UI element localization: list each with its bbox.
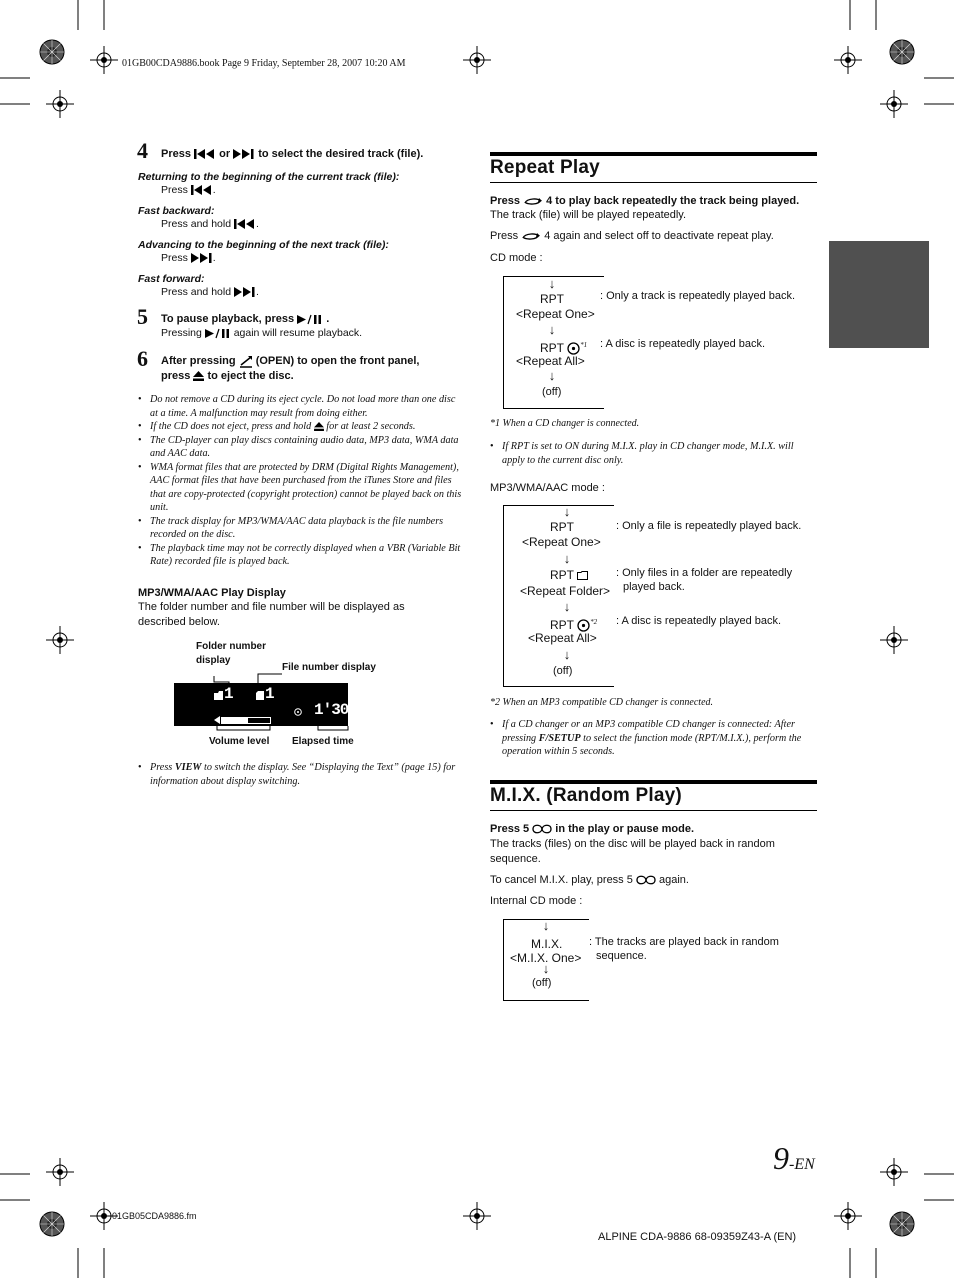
- folder-icon: [214, 691, 224, 700]
- list-item: • If the CD does not eject, press and hold for at least 2 seconds.: [138, 420, 463, 434]
- previous-track-icon: [194, 149, 216, 159]
- play-pause-icon: [297, 314, 323, 325]
- previous-track-icon: [234, 219, 256, 229]
- list-item: • If RPT is set to ON during M.I.X. play in CD changer mode, M.I.X. will apply to the current disc only.: [490, 440, 815, 467]
- mix-one-label: <M.I.X. One>: [510, 951, 582, 965]
- arrow-down-icon: ↓: [542, 918, 550, 933]
- fast-forward-text: Press and hold .: [161, 286, 259, 298]
- volume-bar: [221, 717, 271, 724]
- folder-number-label: Folder number display: [196, 641, 267, 666]
- repeat-play-heading: Repeat Play: [490, 157, 600, 178]
- cd-rpt-2: RPT $^{*1}$: [540, 341, 588, 355]
- lcd-file-number: 1: [265, 685, 275, 703]
- mix-heading: M.I.X. (Random Play): [490, 785, 682, 806]
- next-track-icon: [234, 287, 256, 297]
- mp3-display-text: The folder number and file number will be displayed as described below.: [138, 601, 405, 628]
- mix-desc-a: : The tracks are played back in random: [589, 936, 779, 948]
- volume-fill: [222, 718, 248, 723]
- return-title: Returning to the beginning of the current track (file):: [138, 171, 400, 183]
- list-item: • WMA format files that are protected by DRM (Digital Rights Management), AAC format files that have been purchased from the iTunes Store and files that are copy-protected (copyright protection) cannot be played back on this unit.: [138, 461, 463, 515]
- mix-text: The tracks (files) on the disc will be played back in random sequence.: [490, 838, 775, 865]
- cd-rpt-1: RPT: [540, 292, 564, 306]
- arrow-down-icon: ↓: [548, 276, 556, 291]
- mp3-rpt-1-desc: : Only a file is repeatedly played back.: [616, 520, 802, 532]
- print-header-info: 01GB00CDA9886.book Page 9 Friday, September 28, 2007 10:20 AM: [122, 58, 406, 69]
- mix-heading-rule: [490, 780, 817, 784]
- changer-note-list: [490, 718, 815, 759]
- mp3-rpt-2-desc-b: played back.: [623, 581, 685, 593]
- cd-rpt-2-desc: : A disc is repeatedly played back.: [600, 338, 766, 350]
- internal-cd-mode-label: Internal CD mode :: [490, 895, 583, 907]
- shuffle-icon: [636, 875, 656, 885]
- mp3-rpt-2-desc-a: : Only files in a folder are repeatedly: [616, 567, 793, 579]
- section-tab: [829, 241, 929, 348]
- file-number-label: File number display: [282, 662, 376, 673]
- arrow-down-icon: ↓: [548, 322, 556, 337]
- repeat-press-text: Press 4 to play back repeatedly the track being played.: [490, 195, 800, 207]
- advance-title: Advancing to the beginning of the next track (file):: [138, 239, 389, 251]
- arrow-down-icon: ↓: [563, 647, 571, 662]
- volume-level-label: Volume level: [209, 736, 270, 747]
- mix-label: M.I.X.: [531, 937, 563, 951]
- mp3-repeat-one: <Repeat One>: [522, 535, 601, 549]
- list-item: • If a CD changer or an MP3 compatible CD changer is connected: After pressing F/SETUP to select the function mode (RPT/M.I.X.), perform the operation within 5 seconds.: [490, 718, 815, 759]
- cd-repeat-all: <Repeat All>: [516, 354, 585, 368]
- repeat-heading-underline: [490, 182, 817, 183]
- rpt-note-list: [490, 440, 815, 467]
- footer-fm-file: 01GB05CDA9886.fm: [112, 1211, 197, 1221]
- mp3-repeat-folder: <Repeat Folder>: [520, 584, 611, 598]
- return-text: Press .: [161, 184, 216, 196]
- cd-notes-list: [138, 393, 463, 569]
- cd-repeat-one: <Repeat One>: [516, 307, 595, 321]
- footnote-1: *1 When a CD changer is connected.: [490, 418, 640, 429]
- list-item: • The playback time may not be correctly displayed when a VBR (Variable Bit Rate) recorded file is played back.: [138, 542, 463, 569]
- step-4-number: 4: [137, 138, 148, 163]
- disc-icon: [294, 708, 302, 716]
- list-item: • Do not remove a CD during its eject cycle. Do not load more than one disc at a time. A malfunction may result from doing either.: [138, 393, 463, 420]
- volume-icon: [214, 716, 220, 724]
- shuffle-icon: [532, 824, 552, 834]
- mp3-rpt-3-desc: : A disc is repeatedly played back.: [616, 615, 782, 627]
- step-4-text: Press or to select the desired track (file).: [161, 148, 424, 160]
- list-item: • The track display for MP3/WMA/AAC data playback is the file numbers recorded on the disc.: [138, 515, 463, 542]
- mix-desc-b: sequence.: [596, 950, 647, 962]
- footer-model: ALPINE CDA-9886 68-09359Z43-A (EN): [598, 1231, 797, 1243]
- step-5-text: To pause playback, press .: [161, 313, 330, 325]
- cd-rpt-1-desc: : Only a track is repeatedly played back.: [600, 290, 796, 302]
- list-item: • The CD-player can play discs containing audio data, MP3 data, WMA data and AAC data.: [138, 434, 463, 461]
- cd-off: (off): [542, 386, 562, 398]
- mix-heading-underline: [490, 810, 817, 811]
- elapsed-time-label: Elapsed time: [292, 736, 354, 747]
- repeat-heading-rule: [490, 152, 817, 156]
- arrow-down-icon: ↓: [542, 961, 550, 976]
- folder-icon: [577, 571, 588, 580]
- mix-cancel-text: To cancel M.I.X. play, press 5 again.: [490, 874, 689, 886]
- mp3-rpt-2: RPT: [550, 568, 588, 582]
- fast-backward-text: Press and hold .: [161, 218, 259, 230]
- next-track-icon: [233, 149, 255, 159]
- mp3-mode-label: MP3/WMA/AAC mode :: [490, 482, 605, 494]
- cd-mode-label: CD mode :: [490, 252, 543, 264]
- advance-text: Press .: [161, 252, 216, 264]
- lcd-display: [174, 683, 348, 726]
- next-track-icon: [191, 253, 213, 263]
- previous-track-icon: [191, 185, 213, 195]
- arrow-down-icon: ↓: [548, 368, 556, 383]
- mp3-display-title: MP3/WMA/AAC Play Display: [138, 587, 286, 599]
- list-item: • Press VIEW to switch the display. See “Displaying the Text” (page 15) for information about display switching.: [138, 761, 463, 788]
- eject-icon: [314, 422, 324, 431]
- play-pause-icon: [205, 328, 231, 339]
- step-5-sub: Pressing again will resume playback.: [161, 327, 363, 339]
- arrow-down-icon: ↓: [563, 599, 571, 614]
- repeat-icon: [521, 232, 541, 241]
- mp3-repeat-all: <Repeat All>: [528, 631, 597, 645]
- open-panel-icon: [239, 355, 253, 368]
- arrow-down-icon: ↓: [563, 504, 571, 519]
- lcd-elapsed-time: 1'30: [314, 701, 349, 719]
- lcd-folder-number: 1: [224, 685, 234, 703]
- view-note: [138, 761, 463, 788]
- step-6-number: 6: [137, 346, 148, 371]
- repeat-icon: [523, 197, 543, 206]
- arrow-down-icon: ↓: [563, 551, 571, 566]
- mp3-off: (off): [553, 665, 573, 677]
- eject-icon: [193, 371, 204, 381]
- page-number: 9-EN: [773, 1140, 815, 1176]
- mp3-rpt-1: RPT: [550, 520, 574, 534]
- mix-press-text: Press 5 in the play or pause mode.: [490, 823, 695, 835]
- fast-forward-title: Fast forward:: [138, 273, 205, 285]
- mix-off: (off): [532, 977, 552, 989]
- mp3-rpt-3: RPT $^{*2}$: [550, 618, 598, 632]
- repeat-text-2: Press 4 again and select off to deactivate repeat play.: [490, 230, 774, 242]
- footnote-2: *2 When an MP3 compatible CD changer is connected.: [490, 697, 714, 708]
- fast-backward-title: Fast backward:: [138, 205, 215, 217]
- step-5-number: 5: [137, 304, 148, 329]
- repeat-text-1: The track (file) will be played repeatedly.: [490, 209, 687, 221]
- step-6-text: After pressing (OPEN) to open the front panel, press to eject the disc.: [161, 355, 420, 382]
